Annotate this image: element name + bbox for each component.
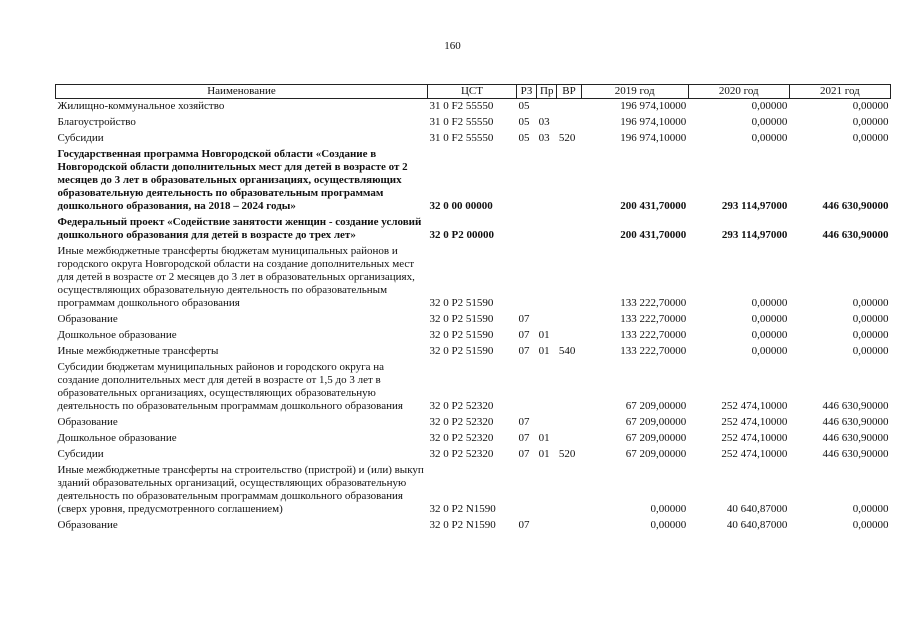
table-row bbox=[56, 131, 891, 147]
cell-rz bbox=[516, 360, 536, 415]
cell-vr bbox=[557, 312, 581, 328]
cell-pr bbox=[537, 312, 557, 328]
cell-y2020: 0,00000 bbox=[751, 132, 788, 144]
cell-y2020: 0,00000 bbox=[751, 100, 788, 112]
cell-y2019: 67 209,00000 bbox=[625, 448, 687, 460]
cell-name: Дошкольное образование bbox=[57, 432, 177, 444]
header-rz: РЗ bbox=[516, 85, 536, 99]
cell-vr bbox=[557, 431, 581, 447]
cell-y2020: 0,00000 bbox=[751, 297, 788, 309]
table-row bbox=[56, 344, 891, 360]
table-row bbox=[56, 415, 891, 431]
cell-y2021: 0,00000 bbox=[852, 116, 889, 128]
cell-y2019: 67 209,00000 bbox=[625, 432, 687, 444]
cell-y2019: 200 431,70000 bbox=[620, 200, 687, 212]
cell-cst: 32 0 P2 51590 bbox=[429, 297, 494, 309]
cell-name: Дошкольное образование bbox=[57, 329, 177, 341]
cell-cst: 32 0 P2 00000 bbox=[429, 229, 494, 241]
cell-y2019: 200 431,70000 bbox=[620, 229, 687, 241]
cell-y2019: 196 974,10000 bbox=[620, 100, 687, 112]
cell-y2019: 0,00000 bbox=[650, 503, 687, 515]
cell-vr bbox=[557, 244, 581, 312]
cell-rz bbox=[516, 147, 536, 215]
cell-vr: 520 bbox=[558, 448, 576, 460]
cell-cst: 32 0 P2 52320 bbox=[429, 400, 494, 412]
cell-y2020: 0,00000 bbox=[751, 345, 788, 357]
header-name: Наименование bbox=[56, 85, 428, 99]
budget-table bbox=[55, 84, 891, 534]
cell-rz: 05 bbox=[518, 132, 530, 144]
cell-y2020: 40 640,87000 bbox=[726, 503, 788, 515]
cell-cst: 31 0 F2 55550 bbox=[429, 100, 494, 112]
cell-cst: 31 0 F2 55550 bbox=[429, 132, 494, 144]
cell-pr bbox=[537, 215, 557, 244]
cell-y2021: 0,00000 bbox=[852, 100, 889, 112]
cell-name: Субсидии bbox=[57, 132, 104, 144]
cell-y2021: 0,00000 bbox=[852, 297, 889, 309]
table-header bbox=[56, 85, 891, 99]
cell-vr bbox=[557, 328, 581, 344]
cell-rz: 05 bbox=[518, 100, 530, 112]
cell-y2019: 196 974,10000 bbox=[620, 132, 687, 144]
cell-rz bbox=[516, 215, 536, 244]
cell-pr bbox=[537, 415, 557, 431]
cell-rz: 07 bbox=[518, 519, 530, 531]
cell-rz: 07 bbox=[518, 329, 530, 341]
header-2019: 2019 год bbox=[581, 85, 688, 99]
cell-y2020: 0,00000 bbox=[751, 116, 788, 128]
header-pr: Пр bbox=[537, 85, 557, 99]
cell-y2020: 252 474,10000 bbox=[721, 400, 788, 412]
table-row bbox=[56, 360, 891, 415]
cell-y2020: 40 640,87000 bbox=[726, 519, 788, 531]
cell-vr bbox=[557, 360, 581, 415]
cell-y2021: 0,00000 bbox=[852, 313, 889, 325]
cell-vr bbox=[557, 518, 581, 534]
cell-name: Иные межбюджетные трансферты bbox=[57, 345, 219, 357]
cell-y2019: 133 222,70000 bbox=[620, 345, 687, 357]
cell-pr bbox=[537, 99, 557, 116]
cell-y2019: 196 974,10000 bbox=[620, 116, 687, 128]
cell-rz: 07 bbox=[518, 432, 530, 444]
cell-pr: 01 bbox=[538, 329, 550, 341]
cell-pr bbox=[537, 360, 557, 415]
cell-y2019: 133 222,70000 bbox=[620, 297, 687, 309]
table-row bbox=[56, 99, 891, 116]
cell-pr bbox=[537, 244, 557, 312]
table-row bbox=[56, 328, 891, 344]
cell-y2021: 446 630,90000 bbox=[822, 448, 889, 460]
cell-pr bbox=[537, 147, 557, 215]
cell-vr bbox=[557, 215, 581, 244]
cell-y2021: 0,00000 bbox=[852, 503, 889, 515]
header-vr: ВР bbox=[557, 85, 581, 99]
table-body bbox=[56, 99, 891, 535]
cell-y2021: 446 630,90000 bbox=[822, 416, 889, 428]
cell-y2020: 293 114,97000 bbox=[721, 200, 788, 212]
cell-pr bbox=[537, 518, 557, 534]
cell-pr: 01 bbox=[538, 448, 550, 460]
cell-y2021: 446 630,90000 bbox=[822, 229, 889, 241]
cell-y2019: 67 209,00000 bbox=[625, 416, 687, 428]
header-2021: 2021 год bbox=[789, 85, 890, 99]
cell-y2019: 133 222,70000 bbox=[620, 313, 687, 325]
cell-pr bbox=[537, 463, 557, 518]
cell-pr: 01 bbox=[538, 432, 550, 444]
table-row bbox=[56, 215, 891, 244]
header-cst: ЦСТ bbox=[428, 85, 517, 99]
cell-vr bbox=[557, 147, 581, 215]
cell-name: Образование bbox=[57, 416, 118, 428]
cell-y2021: 446 630,90000 bbox=[822, 432, 889, 444]
cell-name: Образование bbox=[57, 519, 118, 531]
cell-name: Образование bbox=[57, 313, 118, 325]
cell-y2020: 293 114,97000 bbox=[721, 229, 788, 241]
cell-name: Жилищно-коммунальное хозяйство bbox=[57, 100, 225, 112]
cell-vr bbox=[557, 115, 581, 131]
table-row bbox=[56, 447, 891, 463]
cell-rz: 07 bbox=[518, 416, 530, 428]
cell-y2020: 252 474,10000 bbox=[721, 416, 788, 428]
table-row bbox=[56, 244, 891, 312]
cell-cst: 32 0 P2 52320 bbox=[429, 432, 494, 444]
cell-cst: 32 0 00 00000 bbox=[429, 200, 493, 212]
cell-cst: 32 0 P2 51590 bbox=[429, 345, 494, 357]
cell-rz bbox=[516, 463, 536, 518]
cell-cst: 32 0 P2 N1590 bbox=[429, 503, 496, 515]
cell-y2021: 0,00000 bbox=[852, 345, 889, 357]
cell-rz: 07 bbox=[518, 345, 530, 357]
cell-y2021: 0,00000 bbox=[852, 329, 889, 341]
cell-y2020: 0,00000 bbox=[751, 313, 788, 325]
cell-y2021: 446 630,90000 bbox=[822, 400, 889, 412]
cell-y2021: 0,00000 bbox=[852, 132, 889, 144]
cell-y2021: 0,00000 bbox=[852, 519, 889, 531]
cell-y2020: 252 474,10000 bbox=[721, 432, 788, 444]
cell-pr: 03 bbox=[538, 116, 550, 128]
cell-cst: 32 0 P2 52320 bbox=[429, 448, 494, 460]
cell-vr bbox=[557, 463, 581, 518]
cell-y2019: 0,00000 bbox=[650, 519, 687, 531]
cell-name: Субсидии bbox=[57, 448, 104, 460]
table-row bbox=[56, 147, 891, 215]
header-2020: 2020 год bbox=[688, 85, 789, 99]
cell-pr: 03 bbox=[538, 132, 550, 144]
cell-rz: 05 bbox=[518, 116, 530, 128]
cell-cst: 32 0 P2 N1590 bbox=[429, 519, 496, 531]
cell-vr: 540 bbox=[558, 345, 576, 357]
page-number: 160 bbox=[444, 40, 461, 52]
table-row bbox=[56, 463, 891, 518]
cell-y2021: 446 630,90000 bbox=[822, 200, 889, 212]
cell-cst: 32 0 P2 51590 bbox=[429, 313, 494, 325]
cell-name: Субсидии бюджетам муниципальных районов и городского округа на создание дополнительных мест для детей в возрасте от 1,5 до 3 лет в образовательных организациях, осуществляющих образовательную деятельность по образовательным программам дошкольного образования bbox=[57, 361, 403, 412]
cell-vr bbox=[557, 99, 581, 116]
cell-name: Федеральный проект «Содействие занятости женщин - создание условий дошкольного образования для детей в возрасте до трех лет» bbox=[57, 216, 422, 241]
cell-rz bbox=[516, 244, 536, 312]
table-row bbox=[56, 312, 891, 328]
cell-name: Иные межбюджетные трансферты бюджетам муниципальных районов и городского округа Новгородской области на создание дополнительных мест для детей в возрасте от 2 месяцев до 3 лет в образовательных организациях, осуществляющих образовательную деятельность по образовательным программам дошкольного образования bbox=[57, 245, 415, 309]
table-row bbox=[56, 431, 891, 447]
cell-y2020: 252 474,10000 bbox=[721, 448, 788, 460]
cell-rz: 07 bbox=[518, 448, 530, 460]
cell-name: Благоустройство bbox=[57, 116, 136, 128]
cell-cst: 32 0 P2 52320 bbox=[429, 416, 494, 428]
cell-rz: 07 bbox=[518, 313, 530, 325]
cell-name: Иные межбюджетные трансферты на строительство (пристрой) и (или) выкуп зданий образовательных организаций, осуществляющих образовательную деятельность по образовательным программам дошкольного образования (сверх уровня, предусмотренного соглашением) bbox=[57, 464, 424, 515]
cell-y2019: 67 209,00000 bbox=[625, 400, 687, 412]
table-row bbox=[56, 115, 891, 131]
cell-y2020: 0,00000 bbox=[751, 329, 788, 341]
cell-cst: 31 0 F2 55550 bbox=[429, 116, 494, 128]
cell-pr: 01 bbox=[538, 345, 550, 357]
cell-vr bbox=[557, 415, 581, 431]
cell-y2019: 133 222,70000 bbox=[620, 329, 687, 341]
cell-cst: 32 0 P2 51590 bbox=[429, 329, 494, 341]
cell-vr: 520 bbox=[558, 132, 576, 144]
table-row bbox=[56, 518, 891, 534]
cell-name: Государственная программа Новгородской области «Создание в Новгородской области дополнительных мест для детей в возрасте от 2 месяцев до 3 лет в образовательных организациях, осуществляющих образовательную деятельность по образовательным программам дошкольного образования, на 2018 – 2024 годы» bbox=[57, 148, 408, 212]
